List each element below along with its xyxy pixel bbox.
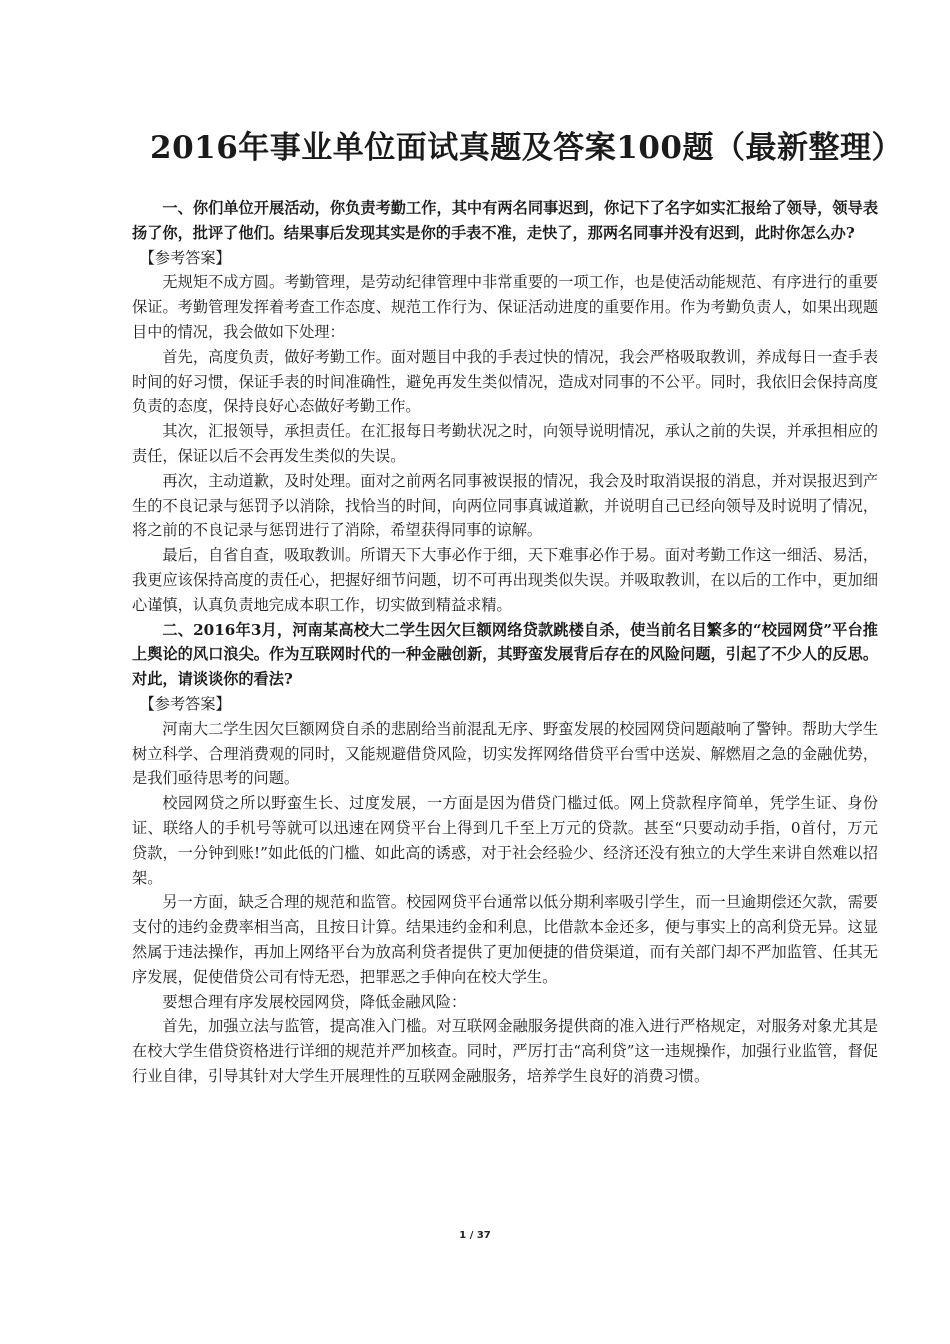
body-paragraph: 河南大二学生因欠巨额网贷自杀的悲剧给当前混乱无序、野蛮发展的校园网贷问题敲响了警钟。帮助大学生树立科学、合理消费观的同时，又能规避借贷风险，切实发挥网络借贷平台雪中送炭、解燃眉之急的金融优势，是我们亟待思考的问题。: [132, 719, 878, 788]
document-body: [132, 196, 878, 1089]
body-paragraph: 首先，高度负责，做好考勤工作。面对题目中我的手表过快的情况，我会严格吸取教训，养成每日一查手表时间的好习惯，保证手表的时间准确性，避免再发生类似情况，造成对同事的不公平。同时，我依旧会保持高度负责的态度，保持良好心态做好考勤工作。: [132, 347, 878, 416]
body-paragraph: 最后，自省自查，吸取教训。所谓天下大事必作于细，天下难事必作于易。面对考勤工作这一细活、易活，我更应该保持高度的责任心，把握好细节问题，切不可再出现类似失误。并吸取教训，在以后的工作中，更加细心谨慎，认真负责地完成本职工作，切实做到精益求精。: [132, 546, 878, 614]
page-number: 1 / 37: [459, 1230, 491, 1241]
answer-label: 【参考答案】: [139, 694, 231, 713]
question-paragraph: 二、2016年3月，河南某高校大二学生因欠巨额网络贷款跳楼自杀，使当前名目繁多的“校园网贷”平台推上舆论的风口浪尖。作为互联网时代的一种金融创新，其野蛮发展背后存在的风险问题，引起了不少人的反思。对此，请谈谈你的看法?: [132, 620, 878, 689]
document-title: 2016年事业单位面试真题及答案100题（最新整理）: [150, 129, 903, 166]
body-paragraph: 首先，加强立法与监管，提高准入门槛。对互联网金融服务提供商的准入进行严格规定，对服务对象尤其是在校大学生借贷资格进行详细的规范并严加核查。同时，严厉打击“高利贷”这一违规操作，加强行业监管，督促行业自律，引导其针对大学生开展理性的互联网金融服务，培养学生良好的消费习惯。: [132, 1017, 878, 1085]
question-paragraph: 一、你们单位开展活动，你负责考勤工作，其中有两名同事迟到，你记下了名字如实汇报给了领导，领导表扬了你，批评了他们。结果事后发现其实是你的手表不准，走快了，那两名同事并没有迟到，此时你怎么办?: [132, 199, 878, 242]
body-paragraph: 再次，主动道歉，及时处理。面对之前两名同事被误报的情况，我会及时取消误报的消息，并对误报迟到产生的不良记录与惩罚予以消除，找恰当的时间，向两位同事真诚道歉，并说明自己已经向领导及时说明了情况，将之前的不良记录与惩罚进行了消除，希望获得同事的谅解。: [132, 471, 878, 540]
body-paragraph: 无规矩不成方圆。考勤管理，是劳动纪律管理中非常重要的一项工作，也是使活动能规范、有序进行的重要保证。考勤管理发挥着考查工作态度、规范工作行为、保证活动进度的重要作用。作为考勤负责人，如果出现题目中的情况，我会做如下处理：: [132, 273, 878, 341]
body-paragraph: 另一方面，缺乏合理的规范和监管。校园网贷平台通常以低分期利率吸引学生，而一旦逾期偿还欠款，需要支付的违约金费率相当高，且按日计算。结果违约金和利息，比借款本金还多，便与事实上的高利贷无异。这显然属于违法操作，再加上网络平台为放高利贷者提供了更加便捷的借贷渠道，而有关部门却不严加监管、任其无序发展，促使借贷公司有恃无恐，把罪恶之手伸向在校大学生。: [132, 893, 878, 986]
body-paragraph: 其次，汇报领导，承担责任。在汇报每日考勤状况之时，向领导说明情况，承认之前的失误，并承担相应的责任，保证以后不会再发生类似的失误。: [132, 422, 878, 465]
body-paragraph: 要想合理有序发展校园网贷，降低金融风险：: [162, 992, 467, 1011]
answer-label: 【参考答案】: [139, 248, 231, 267]
body-paragraph: 校园网贷之所以野蛮生长、过度发展，一方面是因为借贷门槛过低。网上贷款程序简单，凭学生证、身份证、联络人的手机号等就可以迅速在网贷平台上得到几千至上万元的贷款。甚至“只要动动手指，0首付，万元贷款，一分钟到账!”如此低的门槛、如此高的诱惑，对于社会经验少、经济还没有独立的大学生来讲自然难以招架。: [132, 794, 878, 887]
